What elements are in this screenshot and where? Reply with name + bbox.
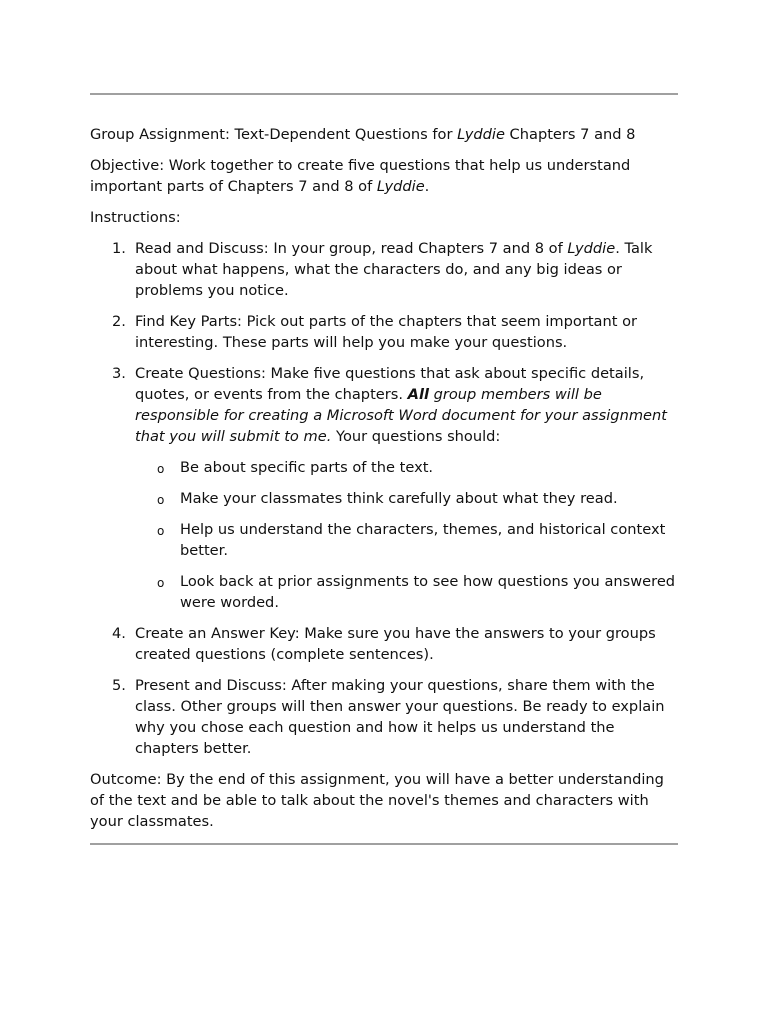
bullet-marker: o [157, 462, 165, 476]
list-item: o Help us understand the characters, themes, and historical context better. [157, 521, 666, 559]
bottom-divider [90, 843, 678, 845]
step-answer-key: 4. Create an Answer Key: Make sure you have the answers to your groups created questions (complete sentences). [112, 625, 656, 663]
requirement-note: group members will be responsible for creating a Microsoft Word document for your assignment that you will submit to me. [135, 386, 667, 445]
outcome-paragraph: Outcome: By the end of this assignment, you will have a better understanding of the text and be able to talk about the novel's themes and characters with your classmates. [90, 771, 664, 830]
list-item: o Be about specific parts of the text. [135, 457, 678, 478]
bullet-marker: o [157, 576, 165, 590]
book-title: Lyddie [457, 126, 505, 143]
step-read-and-discuss: 1. Read and Discuss: In your group, read Chapters 7 and 8 of Lyddie. Talk about what happens, what the characters do, and any big ideas or problems you notice. [112, 240, 653, 299]
assignment-title: Group Assignment: Text-Dependent Questions for Lyddie Chapters 7 and 8 [90, 126, 636, 143]
book-title: Lyddie [376, 178, 425, 195]
step-present-and-discuss: 5. Present and Discuss: After making your questions, share them with the class. Other groups will then answer your questions. Be ready to explain why you chose each question and how it helps us understand the chapters better. [112, 677, 665, 757]
instructions-label: Instructions: [90, 209, 181, 226]
list-item: o Look back at prior assignments to see how questions you answered were worded. [157, 573, 676, 611]
bullet-marker: o [157, 524, 165, 538]
step-create-questions: 3. Create Questions: Make five questions that ask about specific details, quotes, or events from the chapters. All group members will be responsible for creating a Microsoft Word document for your assignment that you will submit to me. Your questions should: o Be about specific parts of the text. o Make your classmates think carefully about what they read. o Help us understand the characters, themes, and historical context better. o Look back at prior assignments to see how questions you answered were worded. [90, 363, 678, 613]
step-find-key-parts: 2. Find Key Parts: Pick out parts of the chapters that seem important or interesting. These parts will help you make your questions. [112, 313, 638, 351]
question-criteria-list [135, 457, 678, 613]
list-item: o Make your classmates think carefully about what they read. [135, 488, 678, 509]
step-number: 5. [112, 677, 126, 694]
step-number: 4. [112, 625, 126, 642]
document-body [90, 93, 678, 845]
step-number: 2. [112, 313, 126, 330]
instruction-steps [90, 238, 678, 759]
bullet-marker: o [157, 493, 165, 507]
step-number: 1. [112, 240, 126, 257]
book-title: Lyddie [567, 240, 616, 257]
objective-paragraph: Objective: Work together to create five questions that help us understand important parts of Chapters 7 and 8 of Lyddie. [90, 157, 631, 195]
step-number: 3. [112, 365, 126, 382]
emphasis-all: All [407, 386, 429, 403]
top-divider [90, 93, 678, 95]
